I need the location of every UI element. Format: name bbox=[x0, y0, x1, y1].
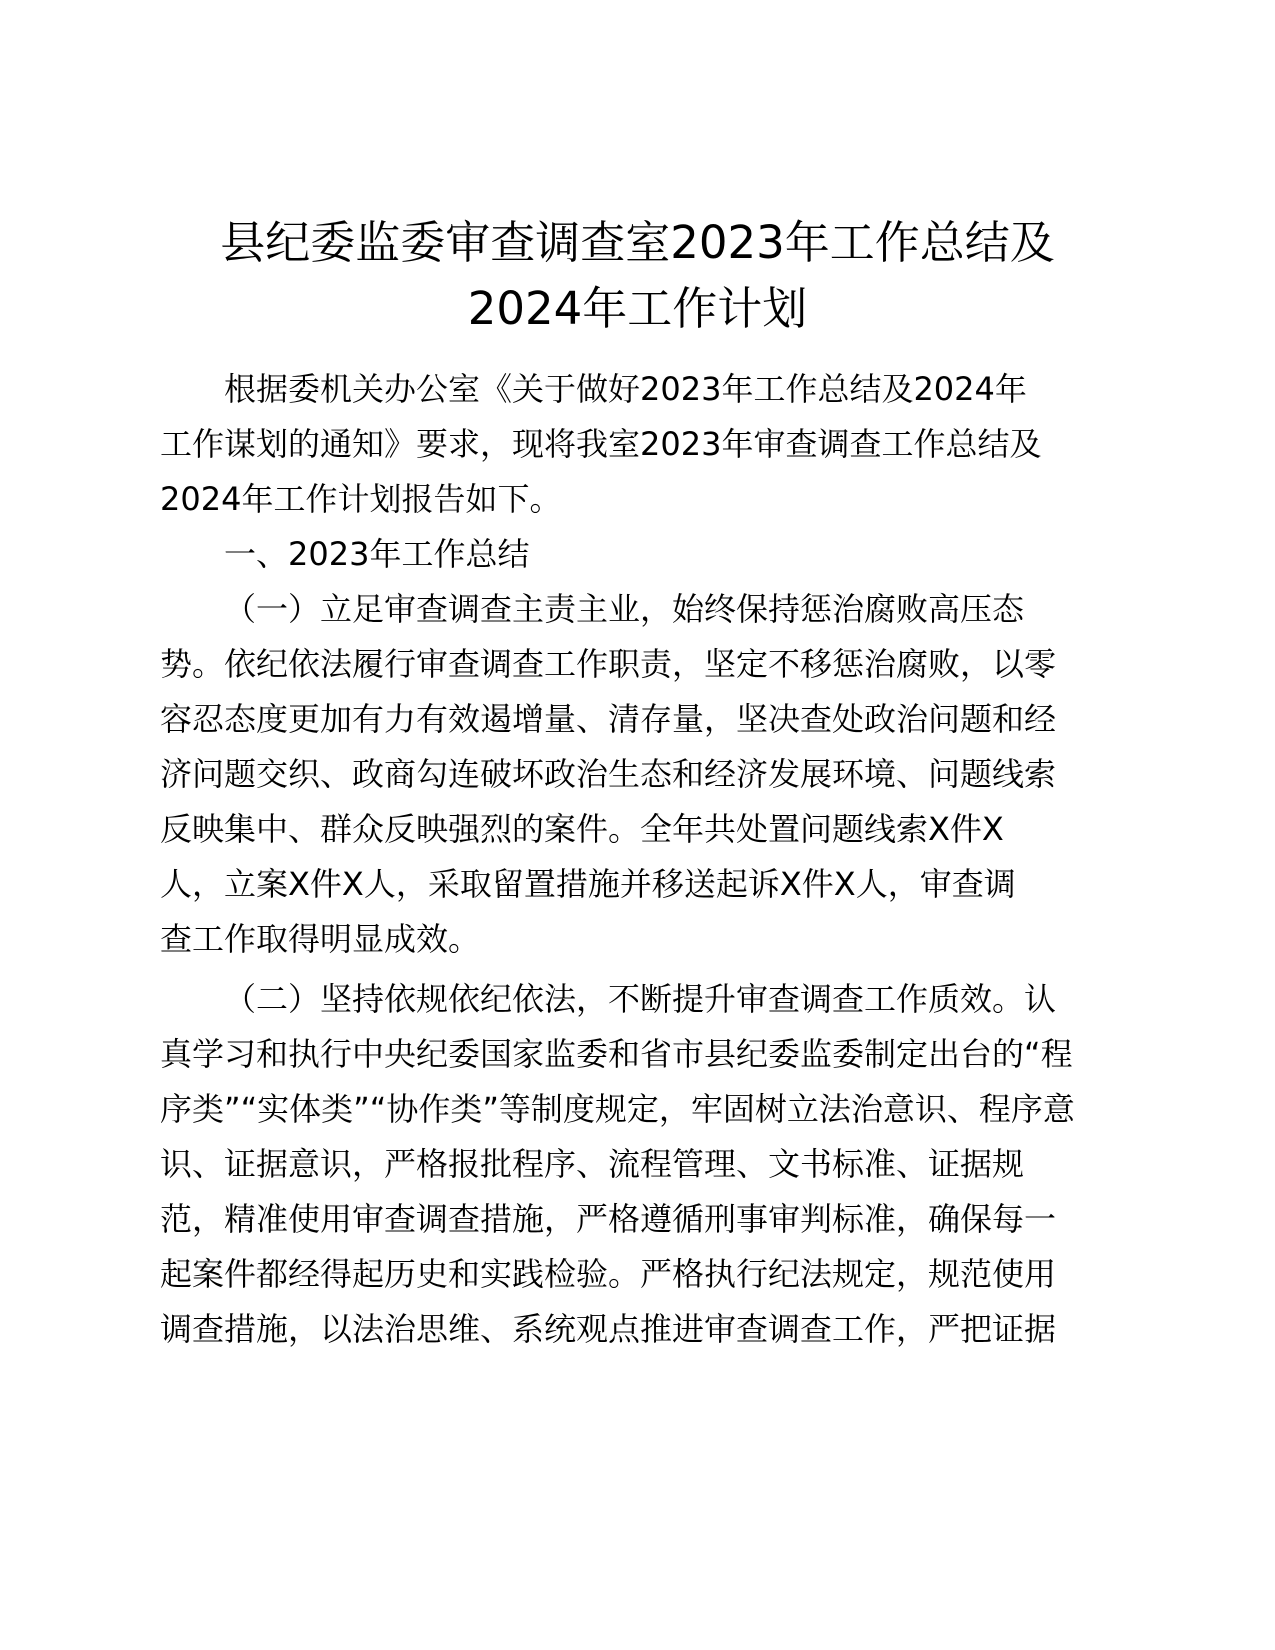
subsection-2-line-7: 调查措施，以法治思维、系统观点推进审查调查工作，严把证据 bbox=[160, 1310, 1057, 1348]
subsection-1-line-4: 济问题交织、政商勾连破坏政治生态和经济发展环境、问题线索 bbox=[160, 755, 1057, 793]
intro-line-2: 工作谋划的通知》要求，现将我室2023年审查调查工作总结及 bbox=[160, 425, 1042, 463]
section-heading-1: 一、2023年工作总结 bbox=[224, 535, 530, 573]
intro-line-3: 2024年工作计划报告如下。 bbox=[160, 480, 562, 518]
subsection-2-line-4: 识、证据意识，严格报批程序、流程管理、文书标准、证据规 bbox=[160, 1145, 1025, 1183]
subsection-1-line-7: 查工作取得明显成效。 bbox=[160, 920, 481, 958]
subsection-2-line-5: 范，精准使用审查调查措施，严格遵循刑事审判标准，确保每一 bbox=[160, 1200, 1057, 1238]
document-title-line-1: 县纪委监委审查调查室2023年工作总结及 bbox=[220, 216, 1055, 269]
subsection-2-line-3: 序类”“实体类”“协作类”等制度规定，牢固树立法治意识、程序意 bbox=[160, 1090, 1075, 1128]
subsection-1-line-3: 容忍态度更加有力有效遏增量、清存量，坚决查处政治问题和经 bbox=[160, 700, 1057, 738]
subsection-2-line-2: 真学习和执行中央纪委国家监委和省市县纪委监委制定出台的“程 bbox=[160, 1035, 1073, 1073]
subsection-1-line-5: 反映集中、群众反映强烈的案件。全年共处置问题线索X件X bbox=[160, 810, 1004, 848]
subsection-1-line-2: 势。依纪依法履行审查调查工作职责，坚定不移惩治腐败，以零 bbox=[160, 645, 1057, 683]
subsection-1-line-6: 人，立案X件X人，采取留置措施并移送起诉X件X人，审查调 bbox=[160, 865, 1016, 903]
subsection-2-line-1: （二）坚持依规依纪依法，不断提升审查调查工作质效。认 bbox=[224, 980, 1057, 1018]
document-title-line-2: 2024年工作计划 bbox=[467, 282, 808, 335]
subsection-2-line-6: 起案件都经得起历史和实践检验。严格执行纪法规定，规范使用 bbox=[160, 1255, 1057, 1293]
subsection-1-line-1: （一）立足审查调查主责主业，始终保持惩治腐败高压态 bbox=[224, 590, 1025, 628]
intro-line-1: 根据委机关办公室《关于做好2023年工作总结及2024年 bbox=[224, 370, 1027, 408]
